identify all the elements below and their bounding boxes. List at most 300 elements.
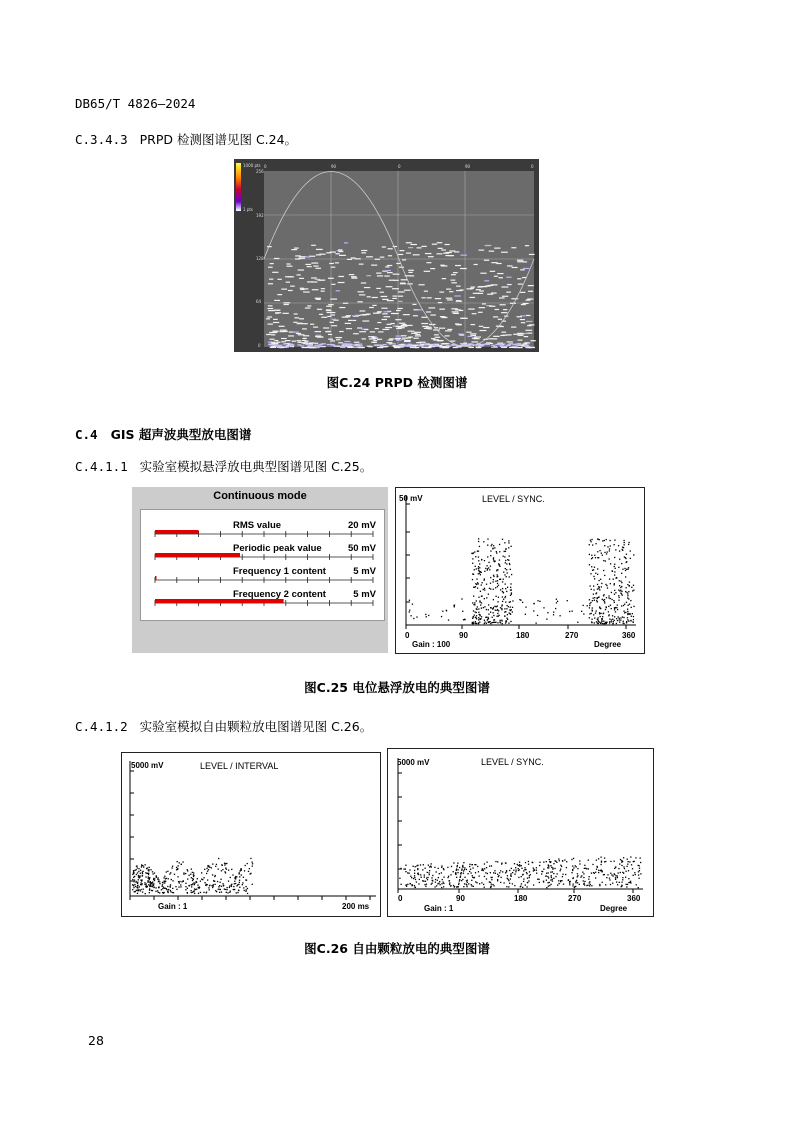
scatter-point	[220, 882, 221, 883]
scatter-point	[508, 560, 509, 561]
scatter-point	[569, 883, 570, 884]
prpd-pulse	[323, 327, 329, 328]
x-tick: 90	[459, 631, 468, 640]
scatter-point	[137, 883, 138, 884]
scatter-point	[502, 539, 503, 540]
scatter-point	[243, 877, 244, 878]
scatter-point	[457, 869, 458, 870]
scatter-point	[428, 615, 429, 616]
scatter-point	[208, 887, 209, 888]
scatter-point	[473, 604, 474, 605]
prpd-pulse	[507, 345, 511, 346]
prpd-pulse	[460, 268, 467, 269]
scatter-point	[474, 615, 475, 616]
prpd-pulse	[451, 280, 456, 281]
prpd-pulse	[453, 313, 459, 314]
scatter-point	[623, 617, 624, 618]
scatter-point	[610, 583, 611, 584]
scatter-point	[590, 573, 591, 574]
prpd-pulse	[520, 319, 525, 320]
scatter-point	[478, 612, 479, 613]
scatter-point	[225, 867, 226, 868]
scatter-point	[460, 876, 461, 877]
scatter-point	[425, 886, 426, 887]
scatter-point	[587, 605, 588, 606]
scatter-point	[621, 582, 622, 583]
scatter-point	[593, 576, 594, 577]
prpd-pulse	[289, 344, 293, 345]
x-tick: 180	[516, 631, 530, 640]
prpd-pulse	[338, 249, 343, 250]
scatter-point	[190, 890, 191, 891]
prpd-pulse	[318, 280, 324, 281]
scatter-point	[552, 879, 553, 880]
scatter-point	[492, 608, 493, 609]
scatter-point	[505, 601, 506, 602]
scatter-point	[152, 881, 153, 882]
scatter-point	[619, 559, 620, 560]
prpd-pulse	[466, 288, 472, 289]
scatter-point	[624, 604, 625, 605]
prpd-pulse	[361, 338, 365, 339]
scatter-point	[503, 882, 504, 883]
scatter-point	[519, 865, 520, 866]
scatter-point	[589, 613, 590, 614]
prpd-pulse	[511, 247, 516, 248]
prpd-pulse	[469, 297, 475, 298]
prpd-pulse	[338, 251, 343, 252]
prpd-pulse	[320, 343, 324, 344]
scatter-point	[504, 615, 505, 616]
scatter-point	[462, 865, 463, 866]
prpd-pulse	[498, 319, 502, 320]
scatter-point	[613, 600, 614, 601]
prpd-pulse	[431, 338, 436, 339]
scatter-point	[615, 866, 616, 867]
scatter-point	[553, 614, 554, 615]
scatter-point	[633, 616, 634, 617]
prpd-pulse	[309, 345, 313, 346]
scatter-point	[573, 858, 574, 859]
scatter-point	[508, 880, 509, 881]
scatter-point	[213, 884, 214, 885]
scatter-point	[420, 864, 421, 865]
scatter-point	[478, 538, 479, 539]
scatter-point	[599, 613, 600, 614]
y-max-label: 5000 mV	[131, 761, 164, 770]
scatter-point	[138, 879, 139, 880]
prpd-pulse	[398, 254, 403, 255]
scatter-point	[595, 543, 596, 544]
prpd-pulse	[388, 340, 393, 341]
scatter-point	[472, 875, 473, 876]
prpd-pulse	[327, 316, 331, 317]
prpd-pulse	[377, 275, 383, 276]
scatter-point	[529, 875, 530, 876]
prpd-pulse	[276, 342, 280, 343]
prpd-pulse	[268, 310, 275, 311]
scatter-point	[543, 868, 544, 869]
scatter-point	[630, 620, 631, 621]
scatter-point	[496, 570, 497, 571]
prpd-pulse	[309, 342, 314, 343]
scatter-point	[625, 871, 626, 872]
scatter-point	[479, 546, 480, 547]
scatter-point	[533, 870, 534, 871]
scatter-point	[244, 870, 245, 871]
scatter-point	[622, 595, 623, 596]
scatter-point	[188, 875, 189, 876]
prpd-pulse	[393, 295, 398, 296]
prpd-pulse	[450, 340, 455, 341]
scatter-point	[478, 617, 479, 618]
prpd-pulse	[456, 290, 462, 291]
scatter-point	[400, 884, 401, 885]
scatter-point	[467, 880, 468, 881]
prpd-pulse	[333, 346, 337, 347]
scatter-point	[142, 891, 143, 892]
scatter-point	[493, 619, 494, 620]
prpd-pulse	[380, 257, 385, 258]
scatter-point	[555, 876, 556, 877]
scatter-point	[614, 539, 615, 540]
prpd-pulse	[511, 326, 516, 327]
scatter-point	[423, 864, 424, 865]
scatter-point	[187, 892, 188, 893]
scatter-point	[172, 866, 173, 867]
scatter-point	[602, 555, 603, 556]
scatter-point	[607, 546, 608, 547]
scatter-point	[148, 874, 149, 875]
section-heading-c4	[75, 427, 251, 443]
scatter-point	[133, 881, 134, 882]
scatter-point	[576, 866, 577, 867]
scatter-point	[500, 589, 501, 590]
scatter-point	[491, 622, 492, 623]
scatter-point	[628, 542, 629, 543]
scatter-point	[620, 590, 621, 591]
prpd-pulse	[488, 338, 493, 339]
scatter-point	[502, 871, 503, 872]
scatter-point	[472, 877, 473, 878]
scatter-point	[539, 865, 540, 866]
scatter-point	[509, 602, 510, 603]
scatter-point	[481, 616, 482, 617]
scatter-point	[541, 873, 542, 874]
scatter-point	[601, 553, 602, 554]
prpd-pulse	[293, 331, 299, 332]
prpd-pulse	[297, 342, 301, 343]
scatter-point	[200, 892, 201, 893]
scatter-point	[252, 865, 253, 866]
scatter-point	[602, 616, 603, 617]
prpd-pulse	[503, 335, 507, 336]
scatter-point	[496, 552, 497, 553]
scatter-point	[492, 581, 493, 582]
scatter-point	[511, 592, 512, 593]
scatter-point	[499, 544, 500, 545]
scatter-point	[409, 869, 410, 870]
scatter-point	[526, 873, 527, 874]
scatter-point	[510, 878, 511, 879]
scatter-point	[191, 886, 192, 887]
scatter-point	[422, 880, 423, 881]
scatter-point	[488, 609, 489, 610]
prpd-pulse	[327, 344, 331, 345]
scatter-point	[605, 560, 606, 561]
scatter-point	[571, 872, 572, 873]
prpd-pulse	[288, 290, 293, 291]
prpd-pulse	[382, 313, 388, 314]
scatter-point	[590, 602, 591, 603]
scatter-point	[506, 621, 507, 622]
scatter-point	[484, 598, 485, 599]
scatter-point	[411, 877, 412, 878]
scatter-point	[166, 888, 167, 889]
prpd-pulse	[341, 346, 345, 347]
section-text: PRPD 检测图谱见图 C.24。	[139, 132, 298, 147]
scatter-point	[487, 556, 488, 557]
scatter-point	[175, 886, 176, 887]
scatter-point	[632, 868, 633, 869]
scatter-point	[548, 877, 549, 878]
scatter-point	[137, 885, 138, 886]
scatter-point	[243, 887, 244, 888]
scatter-point	[613, 621, 614, 622]
prpd-pulse	[456, 301, 462, 302]
scatter-point	[614, 557, 615, 558]
scatter-point	[166, 878, 167, 879]
scatter-point	[605, 884, 606, 885]
scatter-point	[503, 556, 504, 557]
scatter-point	[212, 863, 213, 864]
scatter-point	[422, 869, 423, 870]
scatter-point	[577, 875, 578, 876]
scatter-point	[610, 545, 611, 546]
prpd-pulse	[368, 336, 374, 337]
prpd-pulse	[374, 344, 378, 345]
scatter-point	[185, 873, 186, 874]
scatter-point	[640, 857, 641, 858]
prpd-pulse	[425, 253, 432, 254]
scatter-point	[536, 870, 537, 871]
scatter-point	[139, 886, 140, 887]
prpd-pulse	[400, 283, 405, 284]
scatter-point	[608, 558, 609, 559]
scatter-point	[594, 555, 595, 556]
scatter-point	[230, 877, 231, 878]
scatter-point	[132, 889, 133, 890]
prpd-pulse	[447, 329, 452, 330]
scatter-point	[618, 595, 619, 596]
scatter-point	[442, 881, 443, 882]
scatter-point	[137, 893, 138, 894]
scatter-point	[434, 886, 435, 887]
scatter-point	[628, 621, 629, 622]
scatter-point	[490, 607, 491, 608]
scatter-point	[500, 882, 501, 883]
scatter-point	[495, 561, 496, 562]
scatter-point	[233, 889, 234, 890]
scatter-point	[623, 621, 624, 622]
prpd-pulse	[354, 342, 359, 343]
scatter-point	[471, 884, 472, 885]
prpd-pulse	[326, 310, 332, 311]
prpd-pulse	[434, 334, 439, 335]
scatter-point	[599, 621, 600, 622]
prpd-pulse	[490, 271, 495, 272]
scatter-point	[606, 585, 607, 586]
scatter-point	[505, 568, 506, 569]
scatter-point	[487, 538, 488, 539]
scatter-point	[573, 877, 574, 878]
scatter-point	[183, 874, 184, 875]
scatter-point	[415, 866, 416, 867]
prpd-pulse	[285, 340, 291, 341]
scatter-point	[557, 873, 558, 874]
scatter-point	[145, 872, 146, 873]
scatter-point	[621, 563, 622, 564]
scatter-point	[472, 558, 473, 559]
scatter-point	[491, 865, 492, 866]
prpd-pulse	[343, 303, 348, 304]
prpd-pulse	[344, 341, 350, 342]
prpd-pulse	[444, 244, 449, 245]
scatter-point	[177, 865, 178, 866]
scatter-point	[628, 567, 629, 568]
prpd-pulse	[297, 323, 302, 324]
scatter-point	[492, 877, 493, 878]
prpd-pulse	[502, 296, 508, 297]
prpd-pulse	[327, 312, 333, 313]
scatter-point	[567, 600, 568, 601]
prpd-pulse	[521, 322, 525, 323]
prpd-pulse	[359, 347, 364, 348]
prpd-pulse	[311, 262, 318, 263]
prpd-pulse	[531, 340, 536, 341]
scatter-point	[626, 884, 627, 885]
scatter-point	[497, 580, 498, 581]
scatter-point	[197, 878, 198, 879]
scatter-point	[509, 883, 510, 884]
scatter-point	[417, 872, 418, 873]
scatter-point	[428, 872, 429, 873]
scatter-point	[142, 883, 143, 884]
scatter-point	[483, 607, 484, 608]
scatter-point	[506, 576, 507, 577]
scatter-point	[484, 578, 485, 579]
scatter-point	[133, 872, 134, 873]
scatter-point	[568, 880, 569, 881]
scatter-point	[479, 573, 480, 574]
scatter-point	[628, 605, 629, 606]
scatter-point	[231, 869, 232, 870]
scatter-point	[554, 868, 555, 869]
scatter-point	[247, 893, 248, 894]
scatter-point	[558, 880, 559, 881]
scatter-point	[515, 869, 516, 870]
scatter-point	[427, 879, 428, 880]
scatter-point	[466, 884, 467, 885]
scatter-point	[525, 869, 526, 870]
scatter-point	[510, 875, 511, 876]
scatter-point	[493, 560, 494, 561]
scatter-point	[478, 573, 479, 574]
scatter-point	[609, 618, 610, 619]
prpd-pulse	[439, 292, 444, 293]
scatter-point	[588, 860, 589, 861]
prpd-pulse	[392, 288, 399, 289]
prpd-pulse	[508, 343, 512, 344]
scatter-point	[215, 866, 216, 867]
scatter-point	[592, 600, 593, 601]
prpd-pulse	[283, 302, 290, 303]
scatter-point	[498, 615, 499, 616]
scatter-point	[431, 877, 432, 878]
scatter-point	[142, 871, 143, 872]
prpd-pulse	[371, 265, 377, 266]
scatter-point	[480, 574, 481, 575]
scatter-point	[218, 889, 219, 890]
scatter-point	[497, 874, 498, 875]
scatter-point	[603, 874, 604, 875]
scatter-point	[634, 872, 635, 873]
scatter-point	[138, 871, 139, 872]
scatter-point	[448, 619, 449, 620]
scatter-point	[464, 883, 465, 884]
scatter-point	[598, 872, 599, 873]
scatter-point	[573, 867, 574, 868]
scatter-point	[510, 606, 511, 607]
scatter-point	[512, 883, 513, 884]
prpd-pulse	[414, 332, 421, 333]
scatter-point	[182, 861, 183, 862]
prpd-pulse	[451, 308, 458, 309]
prpd-pulse	[267, 316, 272, 317]
prpd-pulse	[439, 309, 445, 310]
scatter-point	[600, 579, 601, 580]
scatter-point	[251, 861, 252, 862]
scatter-point	[507, 572, 508, 573]
scatter-point	[232, 874, 233, 875]
scatter-point	[498, 563, 499, 564]
scatter-point	[431, 863, 432, 864]
scatter-point	[150, 869, 151, 870]
scatter-point	[493, 557, 494, 558]
scatter-point	[441, 883, 442, 884]
scatter-point	[595, 557, 596, 558]
prpd-pulse	[377, 347, 383, 348]
document-id: DB65/T 4826—2024	[75, 96, 196, 111]
scatter-point	[497, 586, 498, 587]
scatter-point	[163, 881, 164, 882]
scatter-point	[483, 589, 484, 590]
scatter-point	[495, 622, 496, 623]
prpd-pulse	[525, 245, 529, 246]
scatter-point	[196, 889, 197, 890]
scatter-point	[229, 885, 230, 886]
prpd-pulse	[410, 244, 416, 245]
scatter-point	[572, 870, 573, 871]
prpd-pulse	[321, 317, 327, 318]
scatter-point	[180, 886, 181, 887]
scatter-point	[627, 611, 628, 612]
prpd-pulse	[336, 339, 340, 340]
scatter-point	[505, 551, 506, 552]
prpd-pulse	[281, 289, 287, 290]
scatter-point	[455, 872, 456, 873]
prpd-pulse	[497, 273, 503, 274]
